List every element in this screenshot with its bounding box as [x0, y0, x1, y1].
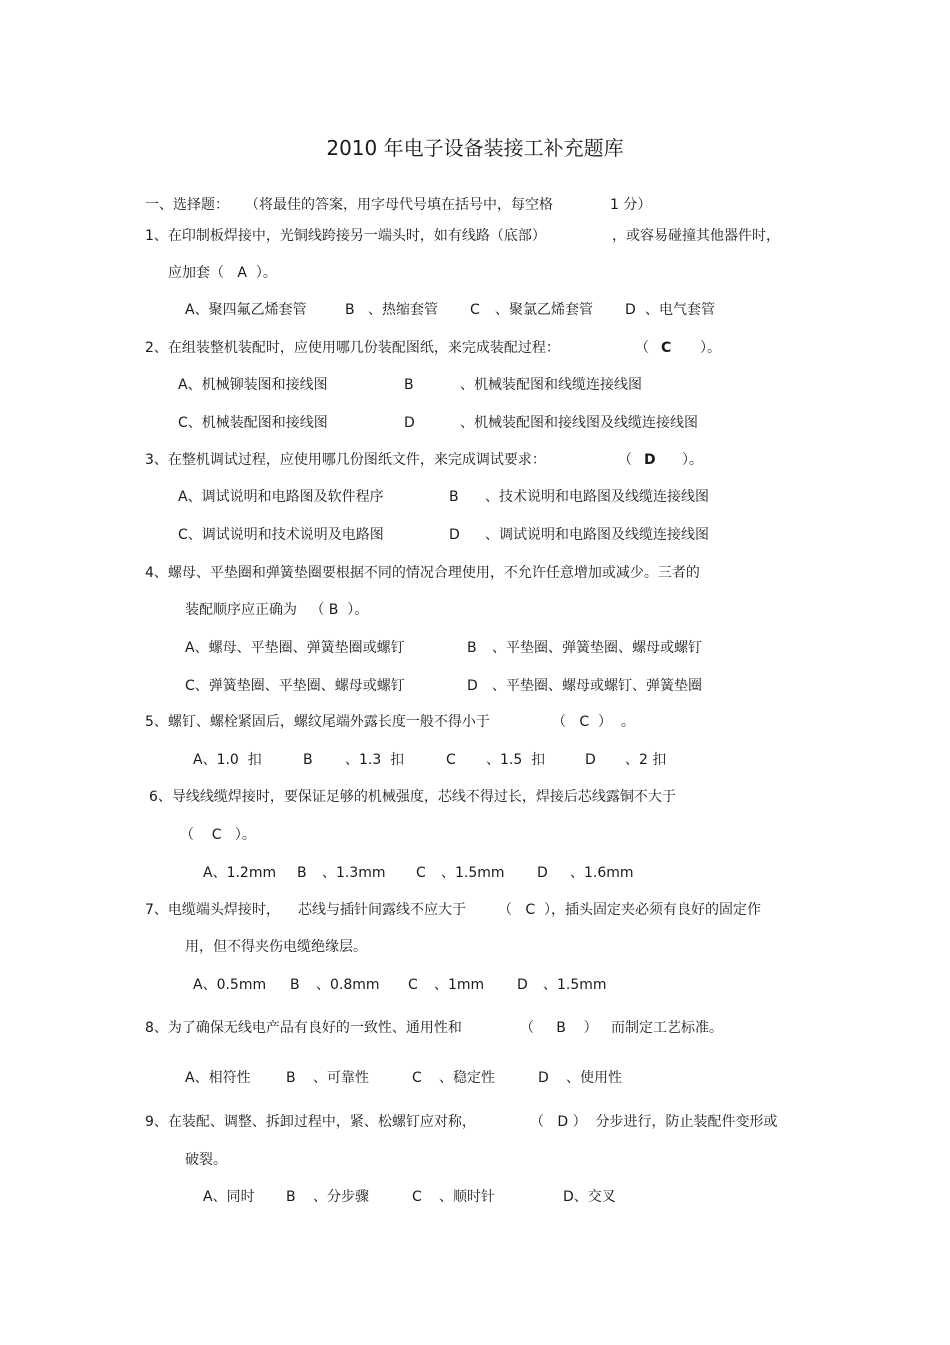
question-5-text: 5、螺钉、螺栓紧固后，螺纹尾端外露长度一般不得小于	[145, 714, 490, 730]
q3-option-b: 、技术说明和电路图及线缆连接线图	[485, 489, 709, 505]
q8-option-c: 、稳定性	[439, 1070, 495, 1086]
q8-option-b-letter: B	[286, 1070, 296, 1086]
q7-option-c-letter: C	[408, 977, 418, 993]
q6-option-c: 、1.5mm	[441, 865, 505, 881]
q8-option-b: 、可靠性	[313, 1070, 369, 1086]
q2-option-c: C、机械装配图和接线图	[178, 415, 328, 431]
q9-option-b-letter: B	[286, 1189, 296, 1205]
question-9-answer: （ D ） 分步进行，防止装配件变形或	[530, 1114, 778, 1130]
page-title: 2010 年电子设备装接工补充题库	[326, 136, 624, 160]
q6-option-b: 、1.3mm	[322, 865, 386, 881]
q3-option-d: 、调试说明和电路图及线缆连接线图	[485, 527, 709, 543]
q9-option-a: A、同时	[203, 1189, 255, 1205]
q6-option-c-letter: C	[416, 865, 426, 881]
q8-option-a: A、相符性	[185, 1070, 251, 1086]
section-header-points: 1 分）	[610, 197, 652, 213]
q7-option-b-letter: B	[290, 977, 300, 993]
q5-option-b: 、1.3 扣	[345, 752, 405, 768]
question-5-answer: （ C ） 。	[552, 714, 635, 730]
q7-option-b: 、0.8mm	[316, 977, 380, 993]
q2-option-b: 、机械装配图和线缆连接线图	[460, 377, 642, 393]
question-2-text: 2、在组装整机装配时，应使用哪几份装配图纸，来完成装配过程：	[145, 340, 560, 356]
question-2-ans-open: （	[635, 340, 649, 356]
q7-option-d: 、1.5mm	[543, 977, 607, 993]
q9-option-d: D、交叉	[563, 1189, 616, 1205]
question-9-text: 9、在装配、调整、拆卸过程中，紧、松螺钉应对称，	[145, 1114, 476, 1130]
question-7-answer: （ C ），插头固定夹必须有良好的固定作	[498, 902, 762, 918]
question-3-ans-close: ）。	[682, 452, 703, 468]
q5-option-a: A、1.0 扣	[193, 752, 262, 768]
section-header-text: （将最佳的答案，用字母代号填在括号中，每空格	[245, 197, 553, 213]
question-3-ans-open: （	[618, 452, 632, 468]
q4-option-d: 、平垫圈、螺母或螺钉、弹簧垫圈	[492, 678, 702, 694]
question-3-answer: D	[644, 452, 656, 468]
question-2-ans-close: ）。	[700, 340, 721, 356]
q6-option-b-letter: B	[297, 865, 307, 881]
q7-option-d-letter: D	[517, 977, 528, 993]
q6-option-a: A、1.2mm	[203, 865, 277, 881]
q8-option-d: 、使用性	[566, 1070, 622, 1086]
q3-option-b-letter: B	[449, 489, 459, 505]
question-1-text: 1、在印制板焊接中，光铜线跨接另一端头时，如有线路（底部）	[145, 228, 546, 244]
q4-option-c: C、弹簧垫圈、平垫圈、螺母或螺钉	[185, 678, 405, 694]
q3-option-a: A、调试说明和电路图及软件程序	[178, 489, 384, 505]
q4-option-d-letter: D	[467, 678, 478, 694]
q1-option-c-letter: C	[470, 302, 480, 318]
section-header-prefix: 一、选择题：	[145, 197, 229, 213]
q9-option-c-letter: C	[412, 1189, 422, 1205]
question-1-answer: 应加套（ A ）。	[168, 265, 277, 281]
question-2-answer: C	[661, 340, 672, 356]
q6-option-d-letter: D	[537, 865, 548, 881]
question-7-text-mid: 芯线与插针间露线不应大于	[298, 902, 466, 918]
q8-option-c-letter: C	[412, 1070, 422, 1086]
question-6-text: 6、导线线缆焊接时，要保证足够的机械强度，芯线不得过长，焊接后芯线露铜不大于	[149, 789, 676, 805]
q2-option-d: 、机械装配图和接线图及线缆连接线图	[460, 415, 698, 431]
q1-option-c: 、聚氯乙烯套管	[495, 302, 593, 318]
question-3-text: 3、在整机调试过程，应使用哪几份图纸文件，来完成调试要求：	[145, 452, 546, 468]
q5-option-d-letter: D	[585, 752, 596, 768]
q1-option-a: A、聚四氟乙烯套管	[185, 302, 307, 318]
question-8-answer: （ B ） 而制定工艺标准。	[520, 1020, 724, 1036]
q2-option-b-letter: B	[404, 377, 414, 393]
q7-option-a: A、0.5mm	[193, 977, 267, 993]
question-8-text: 8、为了确保无线电产品有良好的一致性、通用性和	[145, 1020, 462, 1036]
q1-option-b: 、热缩套管	[368, 302, 438, 318]
q6-option-d: 、1.6mm	[570, 865, 634, 881]
question-7-text-cont: 用，但不得夹伤电缆绝缘层。	[185, 939, 367, 955]
question-7-text: 7、电缆端头焊接时，	[145, 902, 280, 918]
q9-option-b: 、分步骤	[313, 1189, 369, 1205]
q8-option-d-letter: D	[538, 1070, 549, 1086]
q4-option-b: 、平垫圈、弹簧垫圈、螺母或螺钉	[492, 640, 702, 656]
q3-option-d-letter: D	[449, 527, 460, 543]
q1-option-b-letter: B	[345, 302, 355, 318]
question-9-text-cont: 破裂。	[185, 1152, 227, 1168]
q5-option-c: 、1.5 扣	[486, 752, 546, 768]
q4-option-a: A、螺母、平垫圈、弹簧垫圈或螺钉	[185, 640, 405, 656]
question-6-answer: （ C ）。	[180, 827, 256, 843]
question-4-answer: 装配顺序应正确为 （ B ）。	[185, 602, 369, 618]
q2-option-a: A、机械铆装图和接线图	[178, 377, 328, 393]
question-4-text: 4、螺母、平垫圈和弹簧垫圈要根据不同的情况合理使用，不允许任意增加或减少。三者的	[145, 565, 700, 581]
question-1-text-cont: ，或容易碰撞其他器件时，	[612, 228, 780, 244]
q5-option-d: 、2 扣	[625, 752, 667, 768]
q1-option-d: 、电气套管	[645, 302, 715, 318]
q2-option-d-letter: D	[404, 415, 415, 431]
q1-option-d-letter: D	[625, 302, 636, 318]
q5-option-b-letter: B	[303, 752, 313, 768]
q3-option-c: C、调试说明和技术说明及电路图	[178, 527, 384, 543]
q9-option-c: 、顺时针	[439, 1189, 495, 1205]
q5-option-c-letter: C	[446, 752, 456, 768]
q4-option-b-letter: B	[467, 640, 477, 656]
q7-option-c: 、1mm	[434, 977, 485, 993]
